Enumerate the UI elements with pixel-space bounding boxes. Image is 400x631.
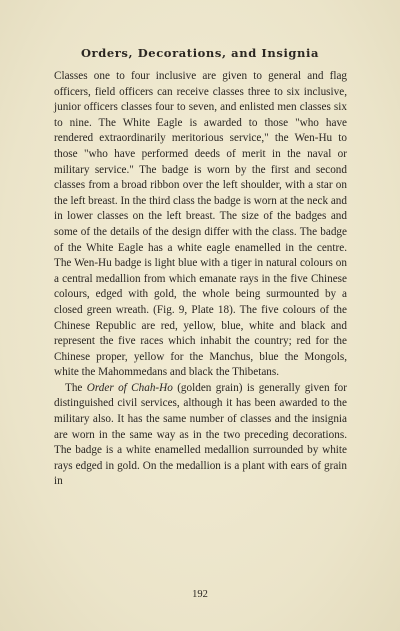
paragraph-1: Classes one to four inclusive are given to general and flag officers, field officers can receive classes three to six inclusive, junior officers classes four to seven, and enlisted men classes six to nine. The White Eagle is awarded to those "who have rendered extraordinarily meritorious service," the Wen-Hu to those "who have performed deeds of merit in the naval or military service." The badge is worn by the first and second classes from a broad ribbon over the left shoulder, with a star on the left breast. In the third class the badge is worn at the neck and in lower classes on the left breast. The size of the badges and some of the details of the design differ with the class. The badge of the White Eagle has a white eagle enamelled in the centre. The Wen-Hu badge is light blue with a tiger in natural colours on a central medallion from which emanate rays in the five Chinese colours, edged with gold, the whole being surmounted by a closed green wreath. (Fig. 9, Plate 18). The five colours of the Chinese Republic are red, yellow, blue, white and black and represent the five races which inhabit the country; red for the Chinese proper, yellow for the Manchus, blue the Mongols, white the Mahommedans and black the Thibetans. (54, 70, 347, 379)
paragraph-2 (54, 381, 347, 490)
body-text (54, 69, 347, 490)
paragraph-2-text: (golden grain) is generally given for distinguished civil services, although it has been awarded to the military also. It has the same number of classes and the insignia are worn in the same way as in the two preceding decorations. The badge is a white enamelled medallion surrounded by white rays edged in gold. On the medallion is a plant with ears of grain in (54, 381, 347, 488)
paragraph-2-prefix: The (65, 381, 87, 394)
running-head: Orders, Decorations, and Insignia (80, 46, 320, 60)
page-number: 192 (192, 589, 208, 600)
order-name: Order of Chah-Ho (86, 381, 173, 394)
